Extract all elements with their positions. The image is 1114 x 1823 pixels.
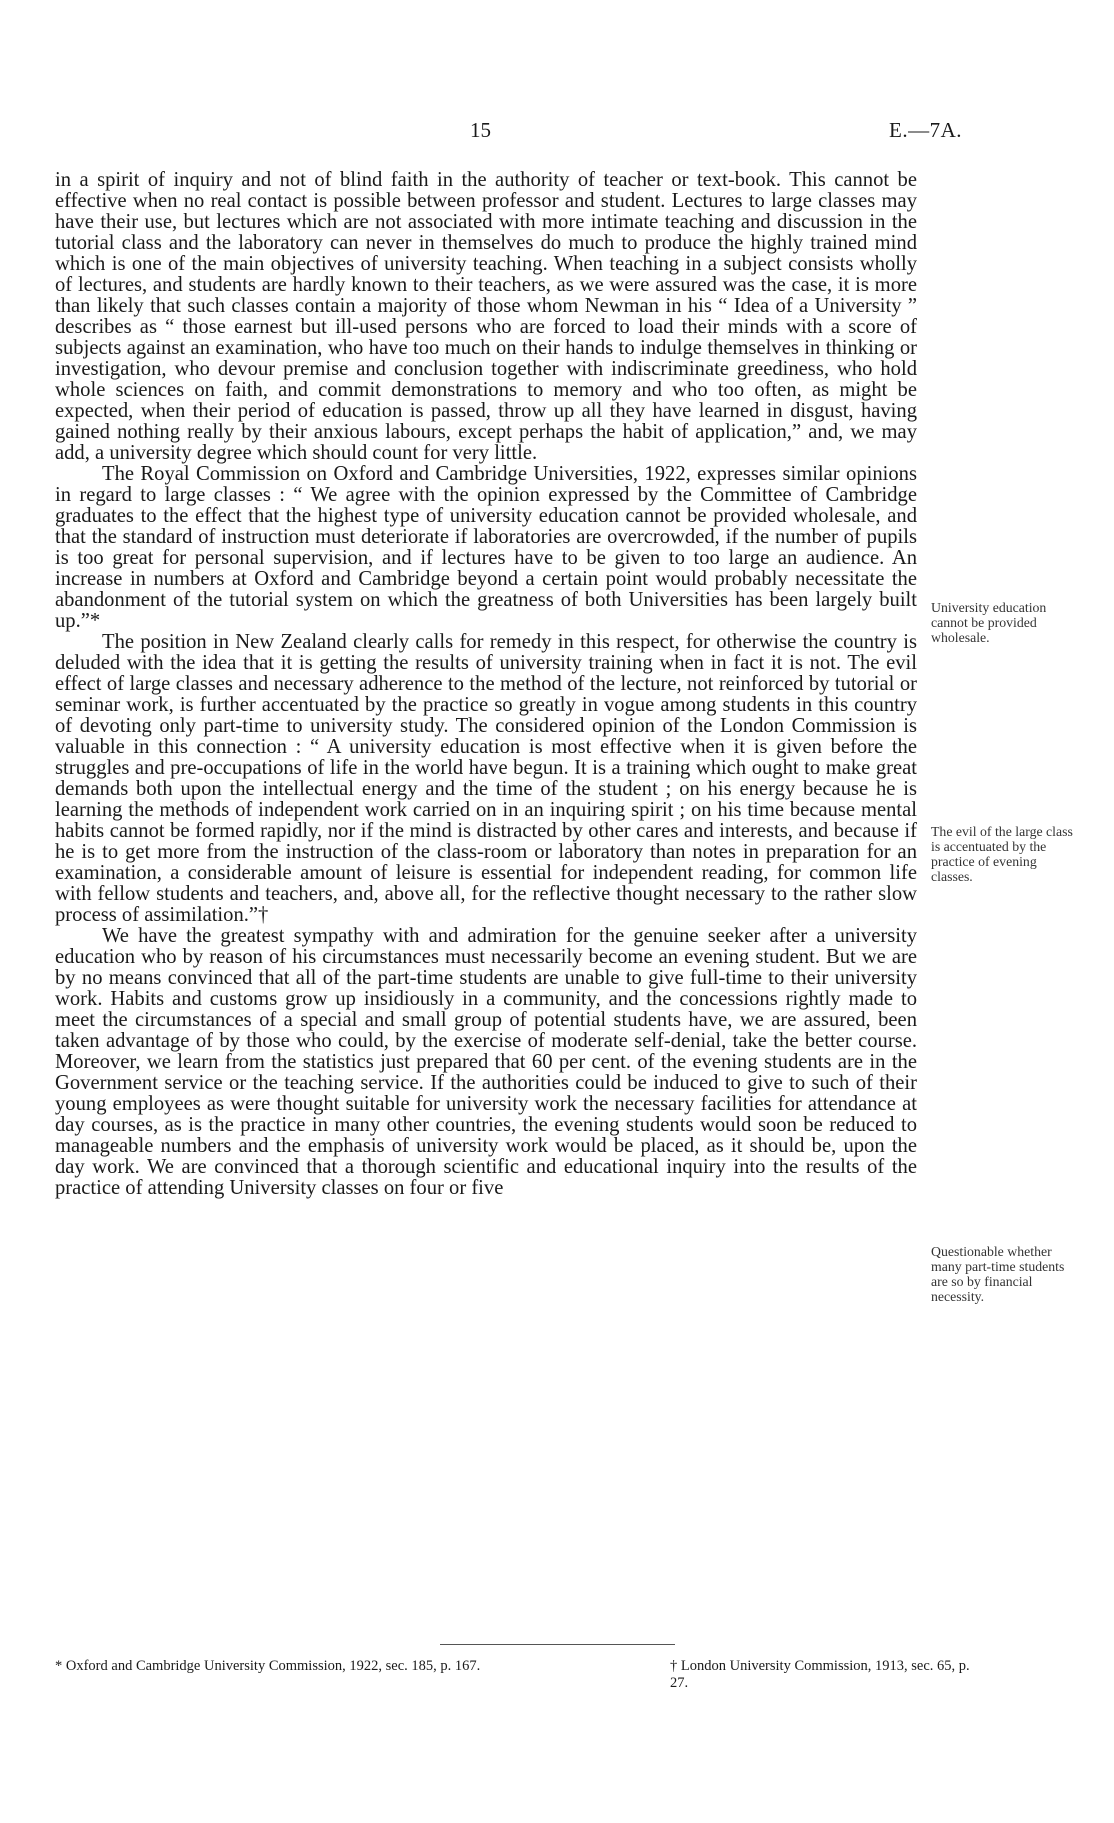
document-code: E.—7A. bbox=[889, 118, 962, 142]
margin-note: University education cannot be provided wholesale. bbox=[931, 600, 1047, 645]
footnote: * Oxford and Cambridge University Commission, 1922, sec. 185, p. 167. bbox=[55, 1658, 481, 1674]
page-header bbox=[0, 118, 1114, 146]
body-text bbox=[55, 170, 917, 1199]
margin-note: Questionable whether many part-time students are so by financial necessity. bbox=[931, 1244, 1065, 1304]
paragraph: The position in New Zealand clearly calls for remedy in this respect, for otherwise the country is deluded with the idea that it is getting the results of university training when in fact it is not. The evil effect of large classes and necessary adherence to the method of the lecture, not reinforced by tutorial or seminar work, is further accentuated by the practice so greatly in vogue among students in this country of devoting only part-time to university study. The considered opinion of the London Commission is valuable in this connection : “ A university education is most effective when it is given before the struggles and pre-occupations of life in the world have begun. It is a training which ought to make great demands both upon the intellectual energy and the time of the student ; on his energy because he is learning the methods of independent work carried on in an inquiring spirit ; on his time because mental habits cannot be formed rapidly, nor if the mind is distracted by other cares and interests, and because if he is to get more from the instruction of the class-room or laboratory than notes in preparation for an examination, a considerable amount of leisure is essential for independent reading, for common life with fellow students and teachers, and, above all, for the reflective thought necessary to the rather slow process of assimilation.”† bbox=[55, 631, 917, 926]
footnote-divider bbox=[440, 1644, 675, 1645]
margin-note: The evil of the large class is accentuated by the practice of evening classes. bbox=[931, 824, 1073, 884]
footnote: † London University Commission, 1913, sec. 65, p. 27. bbox=[670, 1658, 970, 1691]
paragraph: in a spirit of inquiry and not of blind faith in the authority of teacher or text-book. This cannot be effective when no real contact is possible between professor and student. Lectures to large classes may have their use, but lectures which are not associated with more intimate teaching and discussion in the tutorial class and the laboratory can never in themselves do much to produce the highly trained mind which is one of the main objectives of university teaching. When teaching in a subject consists wholly of lectures, and students are hardly known to their teachers, as we were assured was the case, it is more than likely that such classes contain a majority of those whom Newman in his “ Idea of a University ” describes as “ those earnest but ill-used persons who are forced to load their minds with a score of subjects against an examination, who have too much on their hands to indulge themselves in thinking or investigation, who devour premise and conclusion together with indiscriminate greediness, who hold whole sciences on faith, and commit demonstrations to memory and who too often, as might be expected, when their period of education is passed, throw up all they have learned in disgust, having gained nothing really by their anxious labours, except perhaps the habit of application,” and, we may add, a university degree which should count for very little. bbox=[55, 169, 917, 464]
page-number: 15 bbox=[470, 118, 491, 142]
paragraph: We have the greatest sympathy with and admiration for the genuine seeker after a university education who by reason of his circumstances must necessarily become an evening student. But we are by no means convinced that all of the part-time students are unable to give full-time to their university work. Habits and customs grow up insidiously in a community, and the concessions rightly made to meet the circumstances of a special and small group of potential students have, we are assured, been taken advantage of by those who could, by the exercise of moderate self-denial, take the better course. Moreover, we learn from the statistics just prepared that 60 per cent. of the evening students are in the Government service or the teaching service. If the authorities could be induced to give to such of their young employees as were thought suitable for university work the necessary facilities for attendance at day courses, as is the practice in many other countries, the evening students would soon be reduced to manageable numbers and the emphasis of university work would be placed, as it should be, upon the day work. We are convinced that a thorough scientific and educational inquiry into the results of the practice of attending University classes on four or five bbox=[55, 925, 917, 1199]
paragraph: The Royal Commission on Oxford and Cambridge Universities, 1922, expresses similar opinions in regard to large classes : “ We agree with the opinion expressed by the Committee of Cambridge graduates to the effect that the highest type of university education cannot be provided wholesale, and that the standard of instruction must deteriorate if laboratories are overcrowded, if the number of pupils is too great for personal supervision, and if lectures have to be given to too large an audience. An increase in numbers at Oxford and Cambridge beyond a certain point would probably necessitate the abandonment of the tutorial system on which the greatness of both Universities has been largely built up.”* bbox=[55, 463, 917, 632]
